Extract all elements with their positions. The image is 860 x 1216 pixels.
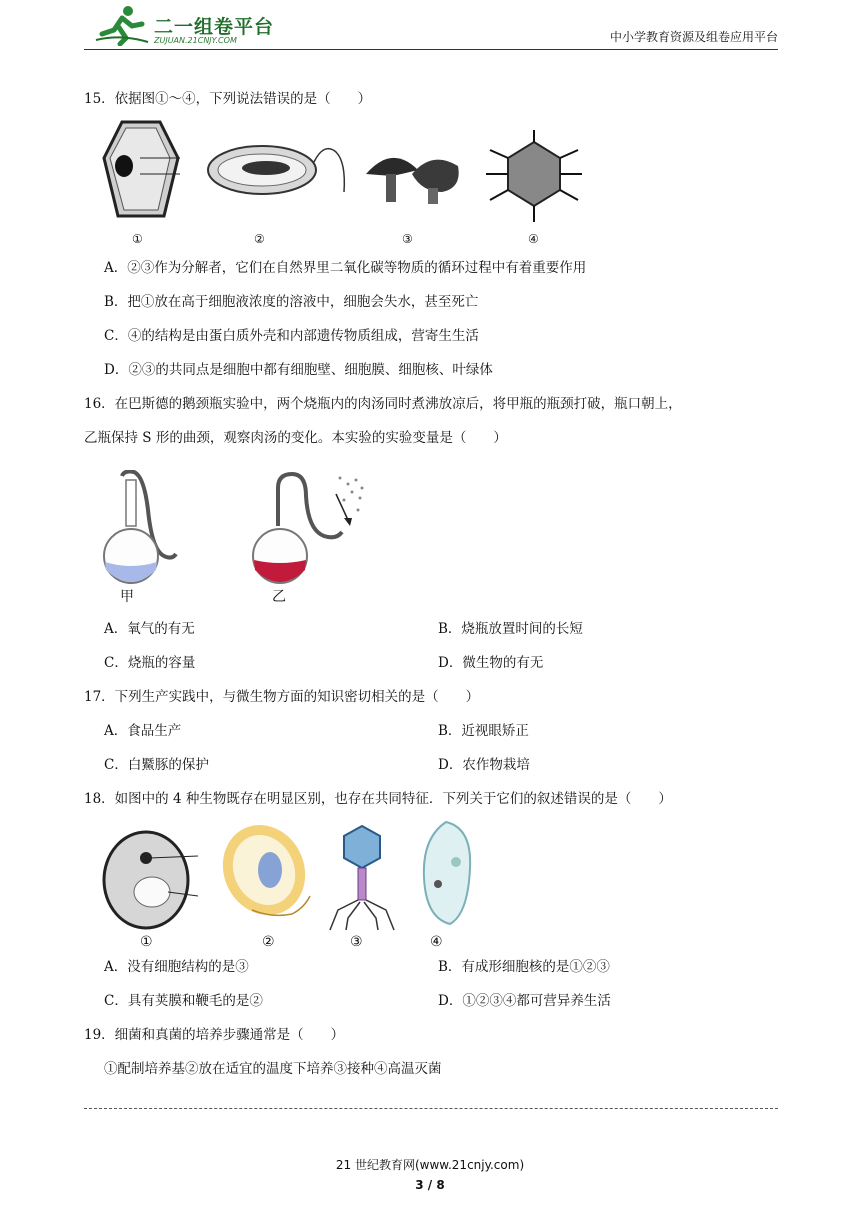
figure-label-2: ② xyxy=(262,934,275,950)
q15-option-c[interactable]: C．④的结构是由蛋白质外壳和内部遗传物质组成，营寄生生活 xyxy=(104,328,479,344)
page-header xyxy=(84,0,778,50)
question-15-stem: 15．依据图①～④，下列说法错误的是（ ） xyxy=(84,91,372,107)
figure-label-1: ① xyxy=(140,934,153,950)
logo-subtext: ZUJUAN.21CNJY.COM xyxy=(154,36,237,45)
logo-text: 二一组卷平台 xyxy=(154,16,275,38)
plant-cell-icon xyxy=(100,118,182,220)
figure-label-2: ② xyxy=(254,232,265,246)
question-17-stem: 17．下列生产实践中，与微生物方面的知识密切相关的是（ ） xyxy=(84,689,480,705)
q17-option-d[interactable]: D．农作物栽培 xyxy=(438,757,530,773)
virus-icon xyxy=(484,128,584,224)
q16-option-c[interactable]: C．烧瓶的容量 xyxy=(104,655,196,671)
figure-label-4: ④ xyxy=(528,232,539,246)
q15-option-d[interactable]: D．②③的共同点是细胞中都有细胞壁、细胞膜、细胞核、叶绿体 xyxy=(104,362,493,378)
question-16-stem-line2: 乙瓶保持 S 形的曲颈，观察肉汤的变化。本实验的实验变量是（ ） xyxy=(84,430,507,446)
flask-label-yi: 乙 xyxy=(272,589,286,605)
q18-option-d[interactable]: D．①②③④都可营异养生活 xyxy=(438,993,611,1009)
q18-option-c[interactable]: C．具有荚膜和鞭毛的是② xyxy=(104,993,263,1009)
footer-divider xyxy=(84,1108,778,1109)
site-logo xyxy=(92,4,282,46)
q15-option-b[interactable]: B．把①放在高于细胞液浓度的溶液中，细胞会失水，甚至死亡 xyxy=(104,294,479,310)
q17-option-c[interactable]: C．白鱀豚的保护 xyxy=(104,757,209,773)
figure-label-4: ④ xyxy=(430,934,443,950)
figure-label-3: ③ xyxy=(402,232,413,246)
figure-label-1: ① xyxy=(132,232,143,246)
swan-neck-flask-yi-icon xyxy=(248,470,368,586)
bacterium-icon xyxy=(204,132,354,202)
yeast-cell-icon xyxy=(100,826,200,930)
swan-neck-flask-jia-icon xyxy=(100,470,190,586)
q18-option-b[interactable]: B．有成形细胞核的是①②③ xyxy=(438,959,610,975)
bacterium-capsule-icon xyxy=(212,822,312,926)
question-18-figure xyxy=(100,818,490,954)
q17-option-a[interactable]: A．食品生产 xyxy=(104,723,182,739)
figure-label-3: ③ xyxy=(350,934,363,950)
q19-steps-line: ①配制培养基②放在适宜的温度下培养③接种④高温灭菌 xyxy=(104,1061,442,1077)
q15-option-a[interactable]: A．②③作为分解者，它们在自然界里二氧化碳等物质的循环过程中有着重要作用 xyxy=(104,260,587,276)
flask-label-jia: 甲 xyxy=(120,589,134,605)
q16-option-a[interactable]: A．氧气的有无 xyxy=(104,621,195,637)
question-18-stem: 18．如图中的 4 种生物既存在明显区别，也存在共同特征．下列关于它们的叙述错误的是（ ） xyxy=(84,791,672,807)
header-tagline: 中小学教育资源及组卷应用平台 xyxy=(609,30,778,44)
footer-site: 21 世纪教育网(www.21cnjy.com) xyxy=(335,1158,525,1172)
running-man-icon xyxy=(92,4,152,46)
mushroom-icon xyxy=(362,144,472,210)
paramecium-icon xyxy=(416,818,486,930)
question-16-stem-line1: 16．在巴斯德的鹅颈瓶实验中，两个烧瓶内的肉汤同时煮沸放凉后，将甲瓶的瓶颈打破，瓶口朝上， xyxy=(84,396,682,412)
question-19-stem: 19．细菌和真菌的培养步骤通常是（ ） xyxy=(84,1027,345,1043)
q17-option-b[interactable]: B．近视眼矫正 xyxy=(438,723,529,739)
q16-option-b[interactable]: B．烧瓶放置时间的长短 xyxy=(438,621,583,637)
bacteriophage-icon xyxy=(318,822,408,932)
q18-option-a[interactable]: A．没有细胞结构的是③ xyxy=(104,959,249,975)
page-number: 3 / 8 xyxy=(415,1178,445,1192)
question-16-figure xyxy=(100,470,380,610)
q16-option-d[interactable]: D．微生物的有无 xyxy=(438,655,544,671)
question-15-figure xyxy=(100,118,600,248)
